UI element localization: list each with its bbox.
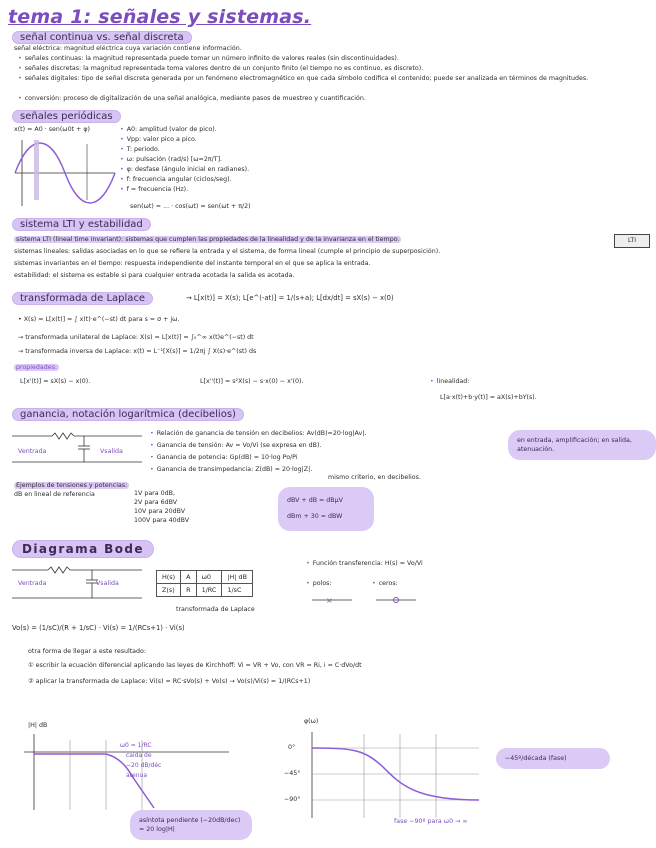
bode-phase-plot [304,730,484,820]
gain-example: 100V para 40dBV [134,517,190,524]
laplace-props-label-text: propiedades: [16,364,58,371]
gain-units-line: dBV + dB = dBµV [287,497,343,504]
laplace-prop: L[x''(t)] = s²X(s) − s·x(0) − x'(0). [200,378,304,385]
lti-line: sistemas lineales: salidas asociadas en lo que se refiere la entrada y el sistema, de forma lineal (cumple el principio de superposición). [14,248,441,255]
periodic-item: • T: periodo. [120,146,160,154]
bode-table-caption: transformada de Laplace [176,606,255,613]
lti-line-text: sistema LTI (lineal time invariant): sistemas que cumplen las propiedades de la linealidad y de la invarianza en el tiempo. [16,236,400,243]
bode-output-label: Vsalida [96,580,119,587]
bode-transform-table [156,570,253,597]
heading-bode: Diagrama Bode [12,540,154,558]
bode-mag-box: asíntota pendiente (−20dB/dec) = 20 log|H| [130,810,252,840]
gain-item: • Ganancia de potencia: Gp(dB) = 10·log Po/Pi [150,454,298,462]
gain-item: • Ganancia de transimpedancia: Z(dB) = 20·log|Z|. [150,466,312,474]
bode-phase-box: −45º/década (fase) [496,748,610,769]
page-title: tema 1: señales y sistemas. [8,6,312,28]
bode-step: otra forma de llegar a este resultado: [28,648,147,655]
bode-mag-note: caída de [126,752,152,759]
laplace-prop: L[a·x(t)+b·y(t)] = aX(s)+bY(s). [440,394,537,401]
heading-senales-periodicas: señales periódicas [12,110,121,123]
table-row [157,584,253,597]
gain-note: mismo criterio, en decibelios. [328,474,421,481]
periodic-item: • Vpp: valor pico a pico. [120,136,197,144]
laplace-inverse: → transformada inversa de Laplace: x(t) = L⁻¹[X(s)] = 1/2πj ∫ X(s)·e^(st) ds [18,348,257,355]
sine-formula: x(t) = A0 · sen(ω0t + φ) [14,126,90,133]
line-conversion: • conversión: proceso de digitalización de una señal analógica, mediante pasos de muestreo y cuantificación. [18,95,366,103]
gain-example: 10V para 20dBV [134,508,186,515]
gain-input-label: Ventrada [18,448,47,455]
gain-item: • Ganancia de tensión: Av = Vo/Vi (se expresa en dB). [150,442,321,450]
gain-example: 2V para 6dBV [134,499,178,506]
laplace-definition: • X(s) = L[x(t)] = ∫ x(t)·e^(−st) dt para s = σ + jω. [18,316,180,323]
heading-laplace: transformada de Laplace [12,292,153,305]
table-cell: 1/sC [222,584,253,597]
bode-mag-note: ω0 = 1/RC [120,742,152,749]
bode-phase-note: fase −90º para ω0 → ∞ [394,818,468,825]
table-cell: |H| dB [222,571,253,584]
gain-item: • Relación de ganancia de tensión en decibelios: Av(dB)=20·log|Av|. [150,430,366,438]
gain-examples-title [14,482,129,490]
heading-ganancia: ganancia, notación logarítmica (decibelios) [12,408,244,421]
line-senal-electrica: señal eléctrica: magnitud eléctrica cuya variación contiene información. [14,45,242,52]
periodic-item: • A0: amplitud (valor de pico). [120,126,217,134]
lti-line [14,236,401,244]
bode-step: ① escribir la ecuación diferencial aplicando las leyes de Kirchhoff: Vi = VR + Vo, con VR = Ri, i = C·dVo/dt [28,662,362,669]
line-senales-continuas: • señales continuas: la magnitud representada puede tomar un número infinito de valores reales (sin discontinuidades). [18,55,399,63]
lti-block-diagram: LTI [614,234,650,248]
bode-transfer-function: • Función transferencia: H(s) = Vo/Vi [306,560,423,568]
table-cell: R [181,584,196,597]
table-cell: ω0 [196,571,222,584]
gain-output-label: Vsalida [100,448,123,455]
table-cell: A [181,571,196,584]
periodic-item: • ω: pulsación (rad/s) [ω=2π/T]. [120,156,222,164]
pole-zero-sketch [312,592,422,610]
line-senales-discretas: • señales discretas: la magnitud representada toma valores dentro de un conjunto finito (el tiempo no es continuo, es discreto). [18,65,423,73]
phase-tick: −90° [284,796,301,803]
bode-poles-label: • polos: [306,580,332,588]
table-cell: Z(s) [157,584,181,597]
gain-units-box [278,487,374,531]
heading-sistema-lti: sistema LTI y estabilidad [12,218,151,231]
svg-text:×: × [326,596,333,605]
laplace-unilateral: → transformada unilateral de Laplace: X(s) = L[x(t)] = ∫₀^∞ x(t)e^(−st) dt [18,334,254,341]
bode-phase-axis-label: φ(ω) [304,718,319,725]
lti-line: sistemas invariantes en el tiempo: respuesta independiente del instante temporal en el que se aplica la entrada. [14,260,371,267]
gain-example: 1V para 0dB, [134,490,175,497]
bode-mag-note: −20 dB/déc [126,762,162,769]
laplace-prop: L[x'(t)] = sX(s) − x(0). [20,378,91,385]
gain-units-line: dBm + 30 = dBW [287,513,343,520]
phase-tick: 0° [288,744,296,751]
periodic-item: • f: frecuencia angular (ciclos/seg). [120,176,232,184]
bode-formula: Vo(s) = (1/sC)/(R + 1/sC) · Vi(s) = 1/(RCs+1) · Vi(s) [12,624,185,632]
phase-tick: −45° [284,770,301,777]
lti-line: estabilidad: el sistema es estable si para cualquier entrada acotada la salida es acotada. [14,272,295,279]
bode-mag-axis-label: |H| dB [28,722,48,729]
table-row [157,571,253,584]
periodic-footer: sen(ωt) = ... · cos(ωt) = sen(ωt + π/2) [130,203,251,210]
laplace-prop: • linealidad: [430,378,469,386]
periodic-item: • f = frecuencia (Hz). [120,186,188,194]
bode-step: ② aplicar la transformada de Laplace: Vi(s) = RC·sVo(s) + Vo(s) → Vo(s)/Vi(s) = 1/(RCs+1) [28,678,311,685]
bode-input-label: Ventrada [18,580,47,587]
gain-examples-title-text: Ejemplos de tensiones y potencias: [16,482,128,489]
gain-examples-sub: dB en lineal de referencia [14,491,95,498]
periodic-item: • φ: desfase (ángulo inicial en radianes). [120,166,249,174]
table-cell: 1/RC [196,584,222,597]
line-senales-digitales: • señales digitales: tipo de señal discreta generada por un fenómeno electromagnético en que cada símbolo codifica el contenido; puede ser analizada en términos de magnitudes. [18,75,618,83]
laplace-props-label [14,364,59,372]
bode-zeros-label: • ceros: [372,580,398,588]
laplace-properties-inline: → L[x(t)] = X(s); L[e^(-at)] = 1/(s+a); L[dx/dt] = sX(s) − x(0) [186,294,394,302]
heading-senal-continua: señal continua vs. señal discreta [12,31,192,44]
gain-side-box: en entrada, amplificación; en salida, atenuación. [508,430,656,460]
table-cell: H(s) [157,571,181,584]
sine-wave-sketch [10,138,120,208]
bode-mag-note: atenua [126,772,148,779]
